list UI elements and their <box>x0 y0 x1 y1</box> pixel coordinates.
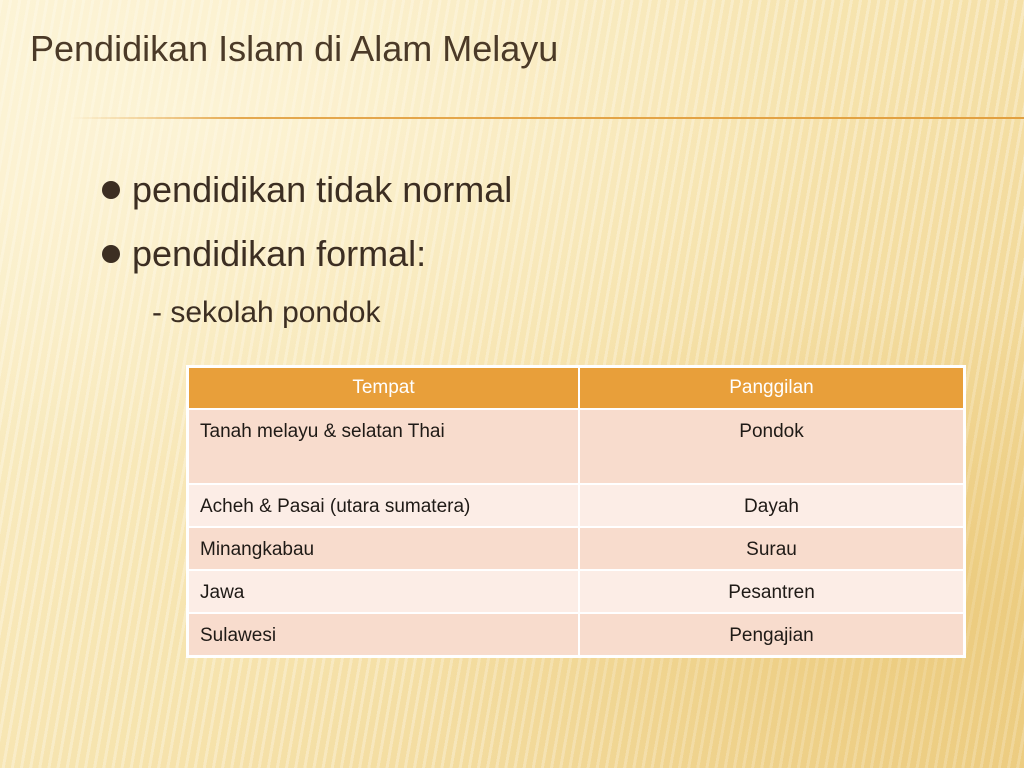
bullet-item <box>100 222 512 286</box>
bullet-item <box>100 158 512 222</box>
table-row <box>188 409 964 484</box>
places-table <box>187 366 965 657</box>
cell-tempat: Minangkabau <box>188 527 579 570</box>
bullet-icon <box>102 181 120 199</box>
title-divider <box>70 117 1024 119</box>
cell-tempat: Jawa <box>188 570 579 613</box>
table-row <box>188 527 964 570</box>
cell-panggilan: Pondok <box>579 409 964 484</box>
column-header-tempat: Tempat <box>188 367 579 409</box>
bullet-icon <box>102 245 120 263</box>
cell-panggilan: Surau <box>579 527 964 570</box>
cell-panggilan: Pesantren <box>579 570 964 613</box>
cell-tempat: Acheh & Pasai (utara sumatera) <box>188 484 579 527</box>
table-row <box>188 484 964 527</box>
table-header-row <box>188 367 964 409</box>
bullet-text: pendidikan formal: <box>132 233 427 274</box>
cell-panggilan: Pengajian <box>579 613 964 656</box>
table-row <box>188 613 964 656</box>
sub-bullet-text: - sekolah pondok <box>152 296 381 329</box>
column-header-panggilan: Panggilan <box>579 367 964 409</box>
table-row <box>188 570 964 613</box>
cell-tempat: Tanah melayu & selatan Thai <box>188 409 579 484</box>
cell-tempat: Sulawesi <box>188 613 579 656</box>
slide-title: Pendidikan Islam di Alam Melayu <box>30 28 559 69</box>
bullet-list <box>100 158 512 286</box>
cell-panggilan: Dayah <box>579 484 964 527</box>
bullet-text: pendidikan tidak normal <box>132 169 513 210</box>
